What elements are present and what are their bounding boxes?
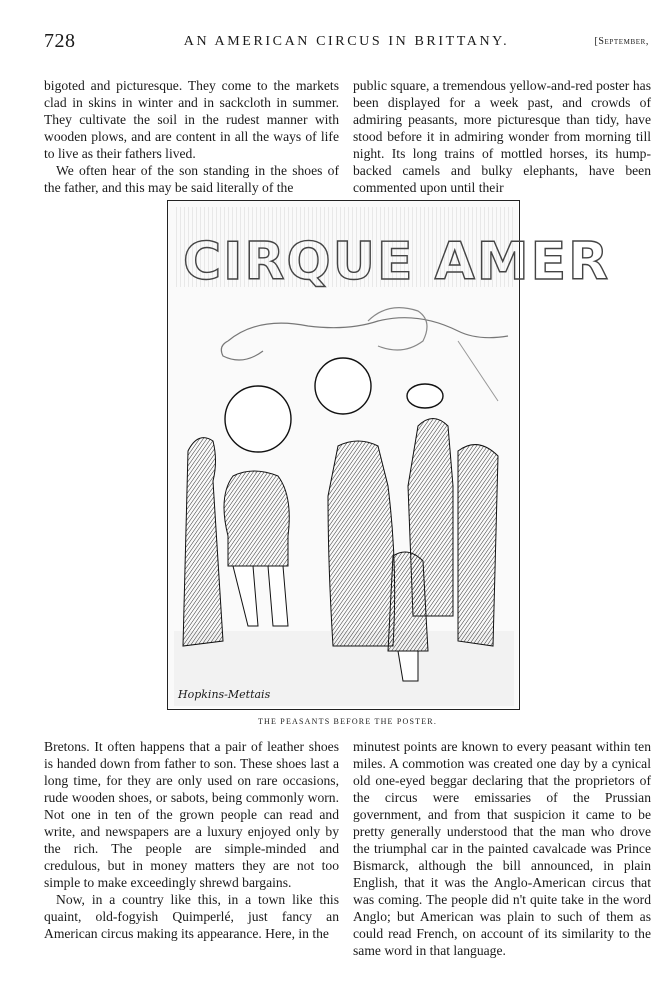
figure-caption: THE PEASANTS BEFORE THE POSTER. [257, 717, 438, 726]
column-top-left [44, 77, 339, 196]
column-bottom-left [44, 738, 339, 942]
engraving-illustration [168, 201, 611, 708]
poster-lettering: CIRQUE AMER [183, 232, 611, 292]
running-title: AN AMERICAN CIRCUS IN BRITTANY. [183, 34, 510, 49]
issue-month: [September, [594, 36, 649, 47]
paragraph: bigoted and picturesque. They come to the markets clad in skins in winter and in sackcloth in summer. They cultivate the soil in the rudest manner with wooden plows, and are content in all the ways of life to live as their fathers lived. [44, 78, 339, 161]
paragraph: Bretons. It often happens that a pair of leather shoes is handed down from father to son. These shoes last a long time, for they are only used on rare occasions, rude wooden shoes, or sabots, being commonly worn. Not one in ten of the grown people can read and write, and newspapers are a luxury enjoyed only by the rich. The people are simple-minded and credulous, but in money matters they are not too simple to make exceedingly shrewd bargains. [44, 739, 339, 890]
page-number: 728 [44, 30, 76, 52]
column-top-right [353, 77, 651, 196]
paragraph: minutest points are known to every peasant within ten miles. A commotion was created one day by a cynical old one-eyed beggar declaring that the proprietors of the circus were emissaries of the Prussian government, and from that suspicion it came to be pretty generally understood that the man who drove the triumphal car in the painted cavalcade was Prince Bismarck, although the bill announced, in plain English, that it was the Anglo-American circus that was coming. The people did n't quite take in the word Anglo; but American was plain to such of them as could read French, on account of its similarity to the same word in that language. [353, 739, 651, 958]
artist-signature: Hopkins-Mettais [178, 688, 271, 701]
paragraph: We often hear of the son standing in the shoes of the father, and this may be said literally of the [44, 163, 339, 195]
column-bottom-right [353, 738, 651, 959]
paragraph: public square, a tremendous yellow-and-red poster has been displayed for a week past, and crowds of admiring peasants, more picturesque than tidy, have stood before it in admiring wonder from morning till night. Its long trains of mottled horses, its hump-backed camels and bulky elephants, have been commented upon until their [353, 78, 651, 195]
running-header [44, 30, 649, 52]
paragraph: Now, in a country like this, in a town like this quaint, old-fogyish Quimperlé, just fancy an American circus making its appearance. Here, in the [44, 892, 339, 941]
illustration-peasants-before-poster [167, 200, 611, 710]
